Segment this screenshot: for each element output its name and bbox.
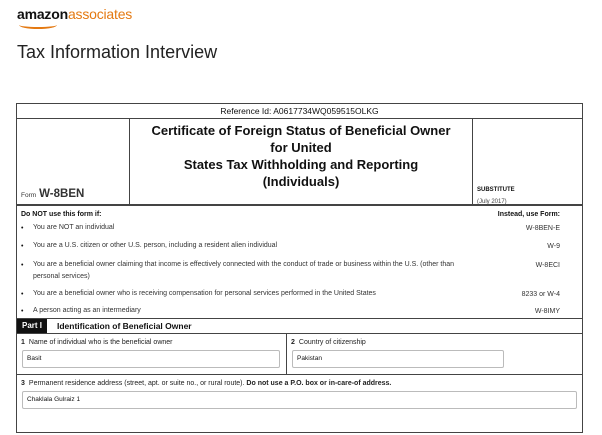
field-number: 3 bbox=[21, 380, 25, 387]
field-number: 1 bbox=[21, 339, 25, 346]
field-2-cell bbox=[287, 334, 584, 374]
field-label-text: Name of individual who is the beneficial owner bbox=[28, 339, 173, 346]
field-label-text: Country of citizenship bbox=[298, 339, 366, 346]
condition-text: You are a beneficial owner who is receiving compensation for personal services performed in the United States bbox=[33, 290, 376, 297]
bullet-icon: • bbox=[21, 308, 24, 315]
fields-row-1-2 bbox=[17, 334, 582, 375]
instead-use-heading: Instead, use Form: bbox=[497, 211, 560, 218]
field-label-bold: Do not use a P.O. box or in-care-of address. bbox=[246, 380, 392, 387]
field-label-text: Permanent residence address (street, apt. or suite no., or rural route). bbox=[28, 380, 245, 387]
logo-text-amazon: amazon bbox=[17, 6, 68, 22]
do-not-use-heading: Do NOT use this form if: bbox=[21, 211, 102, 218]
bullet-icon: • bbox=[21, 262, 24, 269]
field-1-cell bbox=[17, 334, 287, 374]
field-3-cell bbox=[17, 375, 582, 435]
field-number: 2 bbox=[291, 339, 295, 346]
form-title-line: Certificate of Foreign Status of Beneficial Owner bbox=[151, 123, 451, 138]
amazon-associates-logo bbox=[17, 6, 132, 22]
do-not-use-section bbox=[17, 206, 582, 319]
field-1-label bbox=[21, 339, 173, 346]
condition-text: You are a U.S. citizen or other U.S. person, including a resident alien individual bbox=[33, 242, 278, 249]
form-label: Form bbox=[21, 192, 37, 199]
page-title: Tax Information Interview bbox=[17, 42, 218, 62]
alternative-form: W-8BEN-E bbox=[525, 225, 560, 232]
form-id-cell bbox=[17, 119, 130, 204]
form-header bbox=[17, 119, 582, 206]
alternative-form: W-9 bbox=[547, 243, 560, 250]
w8ben-form bbox=[16, 103, 583, 433]
field-2-label bbox=[291, 339, 366, 346]
logo-text-associates: associates bbox=[67, 6, 133, 22]
condition-text: You are NOT an individual bbox=[33, 224, 115, 231]
permanent-address-input[interactable] bbox=[22, 391, 577, 409]
form-id bbox=[21, 188, 84, 200]
part-tag: Part I bbox=[17, 319, 47, 333]
alternative-form: 8233 or W-4 bbox=[521, 291, 560, 298]
country-of-citizenship-input[interactable] bbox=[292, 350, 504, 368]
form-title-line: States Tax Withholding and Reporting bbox=[183, 157, 419, 172]
bullet-icon: • bbox=[21, 225, 24, 232]
alternative-form: W-8ECI bbox=[535, 262, 560, 269]
bullet-icon: • bbox=[21, 243, 24, 250]
form-title bbox=[130, 119, 473, 204]
field-3-label bbox=[21, 380, 395, 387]
condition-text: A person acting as an intermediary bbox=[33, 307, 141, 314]
reference-id: Reference Id: A0617734WQ059515OLKG bbox=[17, 104, 582, 119]
bullet-icon: • bbox=[21, 291, 24, 298]
form-title-line: for United bbox=[270, 140, 332, 155]
alternative-form: W-8IMY bbox=[534, 308, 560, 315]
beneficial-owner-name-input[interactable] bbox=[22, 350, 280, 368]
condition-text: You are a beneficial owner claiming that income is effectively connected with the conduct of trade or business within the U.S. (other than personal services) bbox=[33, 261, 455, 280]
substitute-label: SUBSTITUTE bbox=[477, 187, 515, 193]
amazon-smile-icon bbox=[19, 21, 57, 29]
form-title-line: (Individuals) bbox=[262, 174, 340, 189]
part-1-header bbox=[17, 319, 582, 334]
form-name: W-8BEN bbox=[39, 188, 85, 200]
part-title: Identification of Beneficial Owner bbox=[57, 321, 192, 331]
form-date: (July 2017) bbox=[477, 199, 507, 205]
form-substitute-cell bbox=[473, 119, 584, 204]
